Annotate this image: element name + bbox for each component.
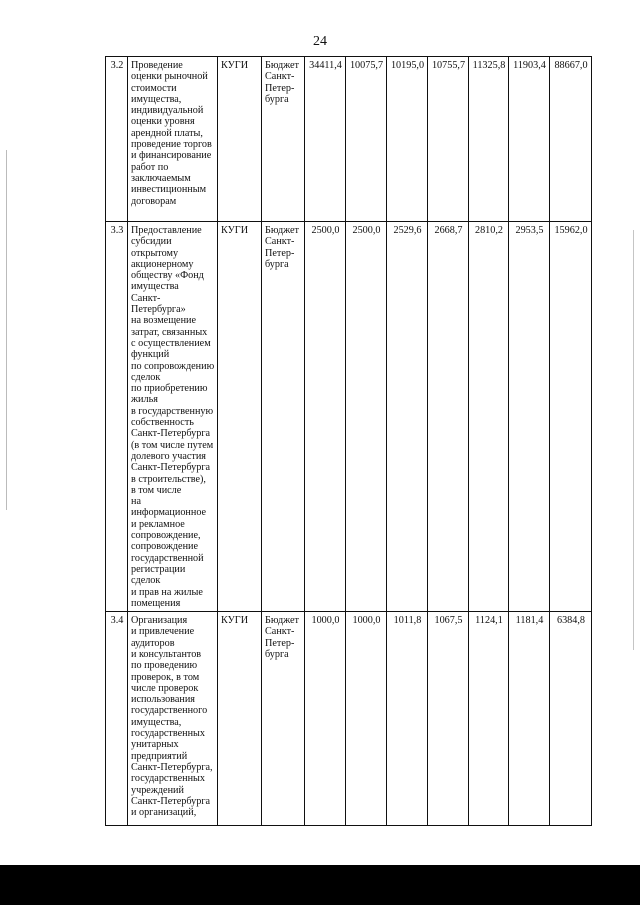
row-value: 1067,5 bbox=[428, 612, 469, 826]
scan-bottom-bar bbox=[0, 865, 640, 905]
row-value: 1181,4 bbox=[509, 612, 550, 826]
row-total: 15962,0 bbox=[550, 222, 592, 612]
row-value: 1000,0 bbox=[346, 612, 387, 826]
row-value: 2810,2 bbox=[469, 222, 509, 612]
row-value: 10195,0 bbox=[387, 57, 428, 222]
table-row bbox=[106, 222, 592, 612]
row-value: 1000,0 bbox=[305, 612, 346, 826]
row-value: 34411,4 bbox=[305, 57, 346, 222]
row-funding-source: Бюджет Санкт- Петер- бурга bbox=[262, 612, 305, 826]
row-executor: КУГИ bbox=[218, 57, 262, 222]
budget-table bbox=[105, 56, 592, 826]
scan-edge-left bbox=[6, 150, 7, 510]
row-value: 11325,8 bbox=[469, 57, 509, 222]
row-index: 3.4 bbox=[106, 612, 128, 826]
row-description: Организация и привлечение аудиторов и консультантов по проведению проверок, в том числе проверок использования государственного имущества, государственных унитарных предприятий Санкт-Петербурга, государственных учреждений Санкт-Петербурга и организаций, bbox=[128, 612, 218, 826]
row-value: 2953,5 bbox=[509, 222, 550, 612]
row-description: Проведение оценки рыночной стоимости имущества, индивидуальной оценки уровня арендной платы, проведение торгов и финансирование работ по заключаемым инвестиционным договорам bbox=[128, 57, 218, 222]
row-value: 10075,7 bbox=[346, 57, 387, 222]
scan-edge-right bbox=[633, 230, 634, 650]
row-executor: КУГИ bbox=[218, 612, 262, 826]
row-total: 88667,0 bbox=[550, 57, 592, 222]
row-value: 2500,0 bbox=[346, 222, 387, 612]
row-value: 10755,7 bbox=[428, 57, 469, 222]
row-value: 2668,7 bbox=[428, 222, 469, 612]
row-description: Предоставление субсидии открытому акционерному обществу «Фонд имущества Санкт-Петербурга» на возмещение затрат, связанных с осуществлением функций по сопровождению сделок по приобретению жилья в государственную собственность Санкт-Петербурга (в том числе путем долевого участия Санкт-Петербурга в строительстве), в том числе на информационное и рекламное сопровождение, сопровождение государственной регистрации сделок и прав на жилые помещения bbox=[128, 222, 218, 612]
page-number: 24 bbox=[313, 34, 327, 49]
table-row bbox=[106, 612, 592, 826]
row-value: 2500,0 bbox=[305, 222, 346, 612]
row-executor: КУГИ bbox=[218, 222, 262, 612]
row-total: 6384,8 bbox=[550, 612, 592, 826]
row-value: 1011,8 bbox=[387, 612, 428, 826]
row-index: 3.2 bbox=[106, 57, 128, 222]
row-index: 3.3 bbox=[106, 222, 128, 612]
table-row bbox=[106, 57, 592, 222]
row-value: 11903,4 bbox=[509, 57, 550, 222]
row-funding-source: Бюджет Санкт- Петер- бурга bbox=[262, 57, 305, 222]
row-value: 1124,1 bbox=[469, 612, 509, 826]
row-value: 2529,6 bbox=[387, 222, 428, 612]
row-funding-source: Бюджет Санкт- Петер- бурга bbox=[262, 222, 305, 612]
